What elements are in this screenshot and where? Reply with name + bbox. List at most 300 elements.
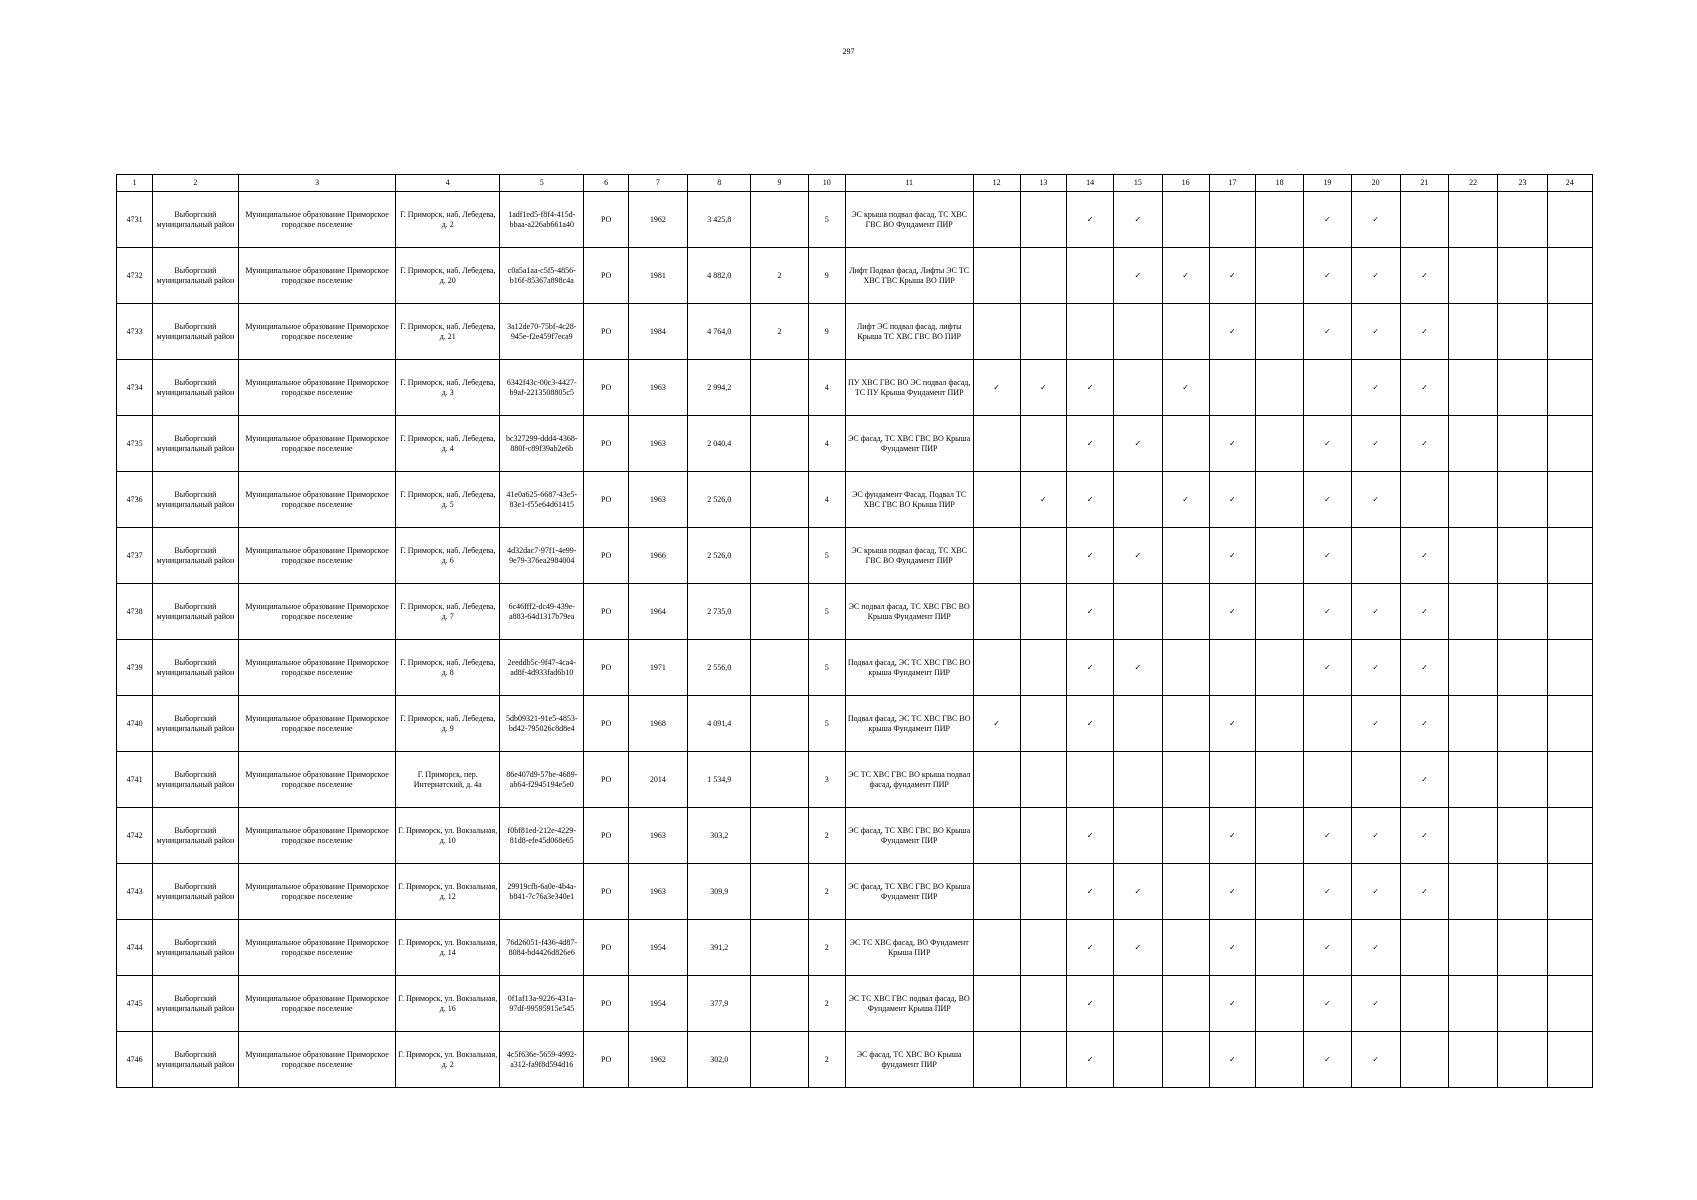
column-header-1: 1 (117, 175, 153, 192)
district-cell: Выборгский муниципальный район (153, 528, 238, 584)
empty-cell (1449, 976, 1498, 1032)
works-list-cell: ЭС крыша подвал фасад, ТС ХВС ГВС ВО Фундамент ПИР (845, 528, 973, 584)
empty-cell (1449, 472, 1498, 528)
district-cell: Выборгский муниципальный район (153, 304, 238, 360)
column-9-cell (751, 808, 808, 864)
year-cell: 1954 (628, 920, 687, 976)
building-code-cell: 29919cfb-6a0e-4b4a-b841-7c76a3e340e1 (500, 864, 584, 920)
empty-cell (1449, 528, 1498, 584)
empty-cell (1449, 808, 1498, 864)
year-cell: 1968 (628, 696, 687, 752)
works-list-cell: ПУ ХВС ГВС ВО ЭС подвал фасад, ТС ПУ Крыша Фундамент ПИР (845, 360, 973, 416)
table-row (117, 920, 1593, 976)
district-cell: Выборгский муниципальный район (153, 1032, 238, 1088)
municipality-cell: Муниципальное образование Приморское городское поселение (238, 864, 396, 920)
area-cell: 302,0 (688, 1032, 751, 1088)
empty-cell (1400, 192, 1448, 248)
empty-cell (1020, 1032, 1066, 1088)
empty-cell (973, 472, 1020, 528)
district-cell: Выборгский муниципальный район (153, 472, 238, 528)
district-cell: Выборгский муниципальный район (153, 752, 238, 808)
empty-cell (1547, 976, 1592, 1032)
empty-cell (1547, 528, 1592, 584)
building-code-cell: 41e0a625-6687-43e5-83e1-f55e64d61415 (500, 472, 584, 528)
empty-cell (1114, 360, 1162, 416)
checkmark-icon: ✓ (1209, 1032, 1255, 1088)
empty-cell (1162, 1032, 1209, 1088)
checkmark-icon: ✓ (1304, 304, 1351, 360)
works-list-cell: Лифт Подвал фасад, Лифты ЭС ТС ХВС ГВС Крыша ВО ПИР (845, 248, 973, 304)
empty-cell (1020, 584, 1066, 640)
checkmark-icon: ✓ (1209, 304, 1255, 360)
table-row (117, 192, 1593, 248)
checkmark-icon: ✓ (1304, 808, 1351, 864)
works-list-cell: ЭС фасад, ТС ХВС ГВС ВО Крыша Фундамент ПИР (845, 808, 973, 864)
empty-cell (1547, 584, 1592, 640)
empty-cell (1547, 808, 1592, 864)
empty-cell (1498, 472, 1547, 528)
empty-cell (1351, 528, 1400, 584)
ro-cell: РО (584, 752, 628, 808)
empty-cell (1449, 752, 1498, 808)
year-cell: 1954 (628, 976, 687, 1032)
empty-cell (973, 920, 1020, 976)
municipality-cell: Муниципальное образование Приморское городское поселение (238, 248, 396, 304)
checkmark-icon: ✓ (1067, 584, 1114, 640)
address-cell: Г. Приморск, пер. Интернатский, д. 4а (396, 752, 500, 808)
checkmark-icon: ✓ (973, 360, 1020, 416)
empty-cell (1449, 584, 1498, 640)
empty-cell (1498, 864, 1547, 920)
empty-cell (1114, 584, 1162, 640)
checkmark-icon: ✓ (1067, 696, 1114, 752)
empty-cell (1498, 1032, 1547, 1088)
checkmark-icon: ✓ (1351, 248, 1400, 304)
municipality-cell: Муниципальное образование Приморское городское поселение (238, 920, 396, 976)
ro-cell: РО (584, 416, 628, 472)
checkmark-icon: ✓ (1351, 640, 1400, 696)
address-cell: Г. Приморск, наб. Лебедева, д. 7 (396, 584, 500, 640)
empty-cell (1067, 304, 1114, 360)
empty-cell (973, 976, 1020, 1032)
column-10-cell: 9 (808, 248, 845, 304)
ro-cell: РО (584, 248, 628, 304)
building-code-cell: 2eeddb5c-9f47-4ca4-ad8f-4d933fad6b10 (500, 640, 584, 696)
checkmark-icon: ✓ (1209, 976, 1255, 1032)
empty-cell (1162, 584, 1209, 640)
empty-cell (1256, 920, 1304, 976)
empty-cell (1256, 584, 1304, 640)
municipality-cell: Муниципальное образование Приморское городское поселение (238, 472, 396, 528)
column-9-cell (751, 640, 808, 696)
checkmark-icon: ✓ (1162, 472, 1209, 528)
table-row (117, 360, 1593, 416)
column-9-cell (751, 192, 808, 248)
row-number: 4743 (117, 864, 153, 920)
checkmark-icon: ✓ (1067, 360, 1114, 416)
checkmark-icon: ✓ (1351, 472, 1400, 528)
column-header-13: 13 (1020, 175, 1066, 192)
empty-cell (1114, 1032, 1162, 1088)
column-header-22: 22 (1449, 175, 1498, 192)
district-cell: Выборгский муниципальный район (153, 584, 238, 640)
checkmark-icon: ✓ (1351, 416, 1400, 472)
checkmark-icon: ✓ (973, 696, 1020, 752)
column-10-cell: 4 (808, 472, 845, 528)
empty-cell (1067, 248, 1114, 304)
municipality-cell: Муниципальное образование Приморское городское поселение (238, 416, 396, 472)
building-code-cell: 76d26051-f436-4d87-8084-bd4426d826e6 (500, 920, 584, 976)
table-row (117, 808, 1593, 864)
empty-cell (973, 808, 1020, 864)
empty-cell (1209, 640, 1255, 696)
checkmark-icon: ✓ (1209, 472, 1255, 528)
checkmark-icon: ✓ (1162, 248, 1209, 304)
district-cell: Выборгский муниципальный район (153, 864, 238, 920)
municipality-cell: Муниципальное образование Приморское городское поселение (238, 976, 396, 1032)
row-number: 4736 (117, 472, 153, 528)
checkmark-icon: ✓ (1351, 360, 1400, 416)
area-cell: 303,2 (688, 808, 751, 864)
checkmark-icon: ✓ (1067, 1032, 1114, 1088)
area-cell: 4 764,0 (688, 304, 751, 360)
row-number: 4737 (117, 528, 153, 584)
empty-cell (1547, 416, 1592, 472)
district-cell: Выборгский муниципальный район (153, 808, 238, 864)
empty-cell (1256, 864, 1304, 920)
ro-cell: РО (584, 528, 628, 584)
area-cell: 309,9 (688, 864, 751, 920)
column-9-cell (751, 1032, 808, 1088)
empty-cell (1020, 304, 1066, 360)
table-row (117, 416, 1593, 472)
row-number: 4731 (117, 192, 153, 248)
checkmark-icon: ✓ (1114, 192, 1162, 248)
column-9-cell (751, 752, 808, 808)
area-cell: 2 994,2 (688, 360, 751, 416)
year-cell: 1963 (628, 808, 687, 864)
empty-cell (1449, 640, 1498, 696)
column-9-cell (751, 696, 808, 752)
address-cell: Г. Приморск, ул. Вокзальная, д. 16 (396, 976, 500, 1032)
checkmark-icon: ✓ (1400, 248, 1448, 304)
checkmark-icon: ✓ (1400, 584, 1448, 640)
checkmark-icon: ✓ (1209, 416, 1255, 472)
row-number: 4733 (117, 304, 153, 360)
table-row (117, 696, 1593, 752)
address-cell: Г. Приморск, наб. Лебедева, д. 4 (396, 416, 500, 472)
checkmark-icon: ✓ (1304, 920, 1351, 976)
address-cell: Г. Приморск, наб. Лебедева, д. 2 (396, 192, 500, 248)
checkmark-icon: ✓ (1067, 864, 1114, 920)
checkmark-icon: ✓ (1400, 304, 1448, 360)
year-cell: 1963 (628, 416, 687, 472)
district-cell: Выборгский муниципальный район (153, 640, 238, 696)
checkmark-icon: ✓ (1304, 1032, 1351, 1088)
district-cell: Выборгский муниципальный район (153, 920, 238, 976)
empty-cell (1400, 472, 1448, 528)
ro-cell: РО (584, 584, 628, 640)
empty-cell (1547, 360, 1592, 416)
checkmark-icon: ✓ (1351, 1032, 1400, 1088)
column-10-cell: 2 (808, 864, 845, 920)
empty-cell (1114, 976, 1162, 1032)
empty-cell (1114, 696, 1162, 752)
district-cell: Выборгский муниципальный район (153, 416, 238, 472)
row-number: 4738 (117, 584, 153, 640)
year-cell: 1966 (628, 528, 687, 584)
address-cell: Г. Приморск, наб. Лебедева, д. 6 (396, 528, 500, 584)
year-cell: 1981 (628, 248, 687, 304)
empty-cell (1547, 752, 1592, 808)
checkmark-icon: ✓ (1351, 304, 1400, 360)
row-number: 4744 (117, 920, 153, 976)
empty-cell (1547, 304, 1592, 360)
building-code-cell: c0a5a1aa-c5f5-4856-b16f-85367a898c4a (500, 248, 584, 304)
checkmark-icon: ✓ (1400, 640, 1448, 696)
empty-cell (1114, 304, 1162, 360)
empty-cell (1498, 752, 1547, 808)
empty-cell (1547, 640, 1592, 696)
empty-cell (1449, 920, 1498, 976)
column-header-3: 3 (238, 175, 396, 192)
table-row (117, 304, 1593, 360)
table-row (117, 584, 1593, 640)
column-9-cell (751, 920, 808, 976)
empty-cell (1020, 640, 1066, 696)
empty-cell (973, 752, 1020, 808)
table-row (117, 1032, 1593, 1088)
ro-cell: РО (584, 920, 628, 976)
checkmark-icon: ✓ (1304, 584, 1351, 640)
empty-cell (973, 248, 1020, 304)
empty-cell (1020, 752, 1066, 808)
address-cell: Г. Приморск, наб. Лебедева, д. 5 (396, 472, 500, 528)
empty-cell (1498, 304, 1547, 360)
works-list-cell: ЭС фундамент Фасад, Подвал ТС ХВС ГВС ВО Крыша ПИР (845, 472, 973, 528)
area-cell: 2 526,0 (688, 472, 751, 528)
checkmark-icon: ✓ (1114, 920, 1162, 976)
empty-cell (1498, 360, 1547, 416)
column-header-20: 20 (1351, 175, 1400, 192)
works-list-cell: ЭС ТС ХВС ГВС подвал фасад, ВО Фундамент Крыша ПИР (845, 976, 973, 1032)
column-9-cell (751, 472, 808, 528)
column-9-cell (751, 584, 808, 640)
checkmark-icon: ✓ (1304, 640, 1351, 696)
checkmark-icon: ✓ (1400, 528, 1448, 584)
empty-cell (1304, 696, 1351, 752)
empty-cell (1162, 752, 1209, 808)
row-number: 4741 (117, 752, 153, 808)
empty-cell (1020, 808, 1066, 864)
table-row (117, 640, 1593, 696)
empty-cell (973, 304, 1020, 360)
column-10-cell: 4 (808, 360, 845, 416)
column-10-cell: 2 (808, 920, 845, 976)
column-9-cell (751, 360, 808, 416)
checkmark-icon: ✓ (1114, 864, 1162, 920)
empty-cell (1498, 808, 1547, 864)
empty-cell (1162, 416, 1209, 472)
empty-cell (1256, 1032, 1304, 1088)
checkmark-icon: ✓ (1209, 248, 1255, 304)
empty-cell (1547, 192, 1592, 248)
checkmark-icon: ✓ (1304, 976, 1351, 1032)
table-header (117, 175, 1593, 192)
municipality-cell: Муниципальное образование Приморское городское поселение (238, 640, 396, 696)
empty-cell (1498, 920, 1547, 976)
empty-cell (1256, 416, 1304, 472)
empty-cell (1162, 528, 1209, 584)
year-cell: 1971 (628, 640, 687, 696)
year-cell: 1963 (628, 472, 687, 528)
empty-cell (1256, 248, 1304, 304)
empty-cell (973, 584, 1020, 640)
building-code-cell: 6c46fff2-dc49-439e-a883-64d1317b79ea (500, 584, 584, 640)
column-9-cell (751, 864, 808, 920)
empty-cell (1304, 752, 1351, 808)
column-header-11: 11 (845, 175, 973, 192)
municipality-cell: Муниципальное образование Приморское городское поселение (238, 360, 396, 416)
year-cell: 1962 (628, 192, 687, 248)
table-row (117, 864, 1593, 920)
checkmark-icon: ✓ (1351, 864, 1400, 920)
empty-cell (1256, 696, 1304, 752)
row-number: 4735 (117, 416, 153, 472)
row-number: 4746 (117, 1032, 153, 1088)
building-code-cell: bc327299-ddd4-4368-880f-c89f39ab2e6b (500, 416, 584, 472)
table-row (117, 752, 1593, 808)
checkmark-icon: ✓ (1351, 696, 1400, 752)
empty-cell (1020, 696, 1066, 752)
municipality-cell: Муниципальное образование Приморское городское поселение (238, 1032, 396, 1088)
checkmark-icon: ✓ (1020, 360, 1066, 416)
checkmark-icon: ✓ (1351, 976, 1400, 1032)
checkmark-icon: ✓ (1400, 696, 1448, 752)
building-code-cell: 4d32dac7-97f1-4e99-9e79-376ea2984004 (500, 528, 584, 584)
area-cell: 391,2 (688, 920, 751, 976)
empty-cell (1162, 864, 1209, 920)
header-row (117, 175, 1593, 192)
column-header-24: 24 (1547, 175, 1592, 192)
empty-cell (1162, 920, 1209, 976)
empty-cell (1256, 304, 1304, 360)
empty-cell (1067, 752, 1114, 808)
empty-cell (1498, 584, 1547, 640)
area-cell: 3 425,8 (688, 192, 751, 248)
area-cell: 2 735,0 (688, 584, 751, 640)
address-cell: Г. Приморск, ул. Вокзальная, д. 12 (396, 864, 500, 920)
checkmark-icon: ✓ (1114, 416, 1162, 472)
year-cell: 1964 (628, 584, 687, 640)
empty-cell (1547, 472, 1592, 528)
address-cell: Г. Приморск, наб. Лебедева, д. 8 (396, 640, 500, 696)
empty-cell (1351, 752, 1400, 808)
empty-cell (1256, 808, 1304, 864)
checkmark-icon: ✓ (1209, 920, 1255, 976)
checkmark-icon: ✓ (1400, 416, 1448, 472)
municipality-cell: Муниципальное образование Приморское городское поселение (238, 528, 396, 584)
empty-cell (1547, 248, 1592, 304)
checkmark-icon: ✓ (1067, 976, 1114, 1032)
column-10-cell: 5 (808, 192, 845, 248)
column-header-4: 4 (396, 175, 500, 192)
empty-cell (1400, 976, 1448, 1032)
row-number: 4734 (117, 360, 153, 416)
empty-cell (1020, 920, 1066, 976)
building-code-cell: 1adf1ed5-f8f4-415d-bbaa-a226ab661a40 (500, 192, 584, 248)
municipality-cell: Муниципальное образование Приморское городское поселение (238, 696, 396, 752)
checkmark-icon: ✓ (1209, 864, 1255, 920)
empty-cell (1020, 976, 1066, 1032)
area-cell: 2 556,0 (688, 640, 751, 696)
empty-cell (1020, 864, 1066, 920)
column-header-18: 18 (1256, 175, 1304, 192)
district-cell: Выборгский муниципальный район (153, 192, 238, 248)
empty-cell (1547, 1032, 1592, 1088)
address-cell: Г. Приморск, ул. Вокзальная, д. 2 (396, 1032, 500, 1088)
column-10-cell: 4 (808, 416, 845, 472)
empty-cell (1498, 416, 1547, 472)
row-number: 4745 (117, 976, 153, 1032)
column-10-cell: 2 (808, 808, 845, 864)
checkmark-icon: ✓ (1020, 472, 1066, 528)
checkmark-icon: ✓ (1067, 528, 1114, 584)
building-code-cell: 3a12de70-75bf-4c28-945e-f2e459f7eca9 (500, 304, 584, 360)
year-cell: 1963 (628, 864, 687, 920)
column-header-6: 6 (584, 175, 628, 192)
empty-cell (1114, 472, 1162, 528)
column-header-23: 23 (1498, 175, 1547, 192)
empty-cell (1020, 248, 1066, 304)
area-cell: 4 091,4 (688, 696, 751, 752)
checkmark-icon: ✓ (1067, 808, 1114, 864)
empty-cell (1400, 1032, 1448, 1088)
column-header-7: 7 (628, 175, 687, 192)
empty-cell (1256, 472, 1304, 528)
works-list-cell: Подвал фасад, ЭС ТС ХВС ГВС ВО крыша Фундамент ПИР (845, 640, 973, 696)
empty-cell (1449, 304, 1498, 360)
column-10-cell: 3 (808, 752, 845, 808)
column-10-cell: 2 (808, 976, 845, 1032)
checkmark-icon: ✓ (1114, 248, 1162, 304)
ro-cell: РО (584, 976, 628, 1032)
building-code-cell: 0f1af13a-9226-431a-97df-99595915e545 (500, 976, 584, 1032)
municipality-cell: Муниципальное образование Приморское городское поселение (238, 752, 396, 808)
column-header-17: 17 (1209, 175, 1255, 192)
column-9-cell (751, 976, 808, 1032)
column-9-cell: 2 (751, 304, 808, 360)
empty-cell (1256, 752, 1304, 808)
municipality-cell: Муниципальное образование Приморское городское поселение (238, 304, 396, 360)
works-list-cell: ЭС фасад, ТС ХВС ВО Крыша фундамент ПИР (845, 1032, 973, 1088)
housing-registry-table (116, 174, 1593, 1088)
checkmark-icon: ✓ (1351, 192, 1400, 248)
ro-cell: РО (584, 360, 628, 416)
empty-cell (1162, 192, 1209, 248)
empty-cell (1209, 192, 1255, 248)
district-cell: Выборгский муниципальный район (153, 360, 238, 416)
empty-cell (973, 864, 1020, 920)
building-code-cell: 5db09321-91e5-4853-bd42-795026c8d8e4 (500, 696, 584, 752)
checkmark-icon: ✓ (1209, 808, 1255, 864)
column-header-14: 14 (1067, 175, 1114, 192)
column-header-19: 19 (1304, 175, 1351, 192)
ro-cell: РО (584, 864, 628, 920)
ro-cell: РО (584, 192, 628, 248)
empty-cell (1449, 864, 1498, 920)
table-row (117, 976, 1593, 1032)
